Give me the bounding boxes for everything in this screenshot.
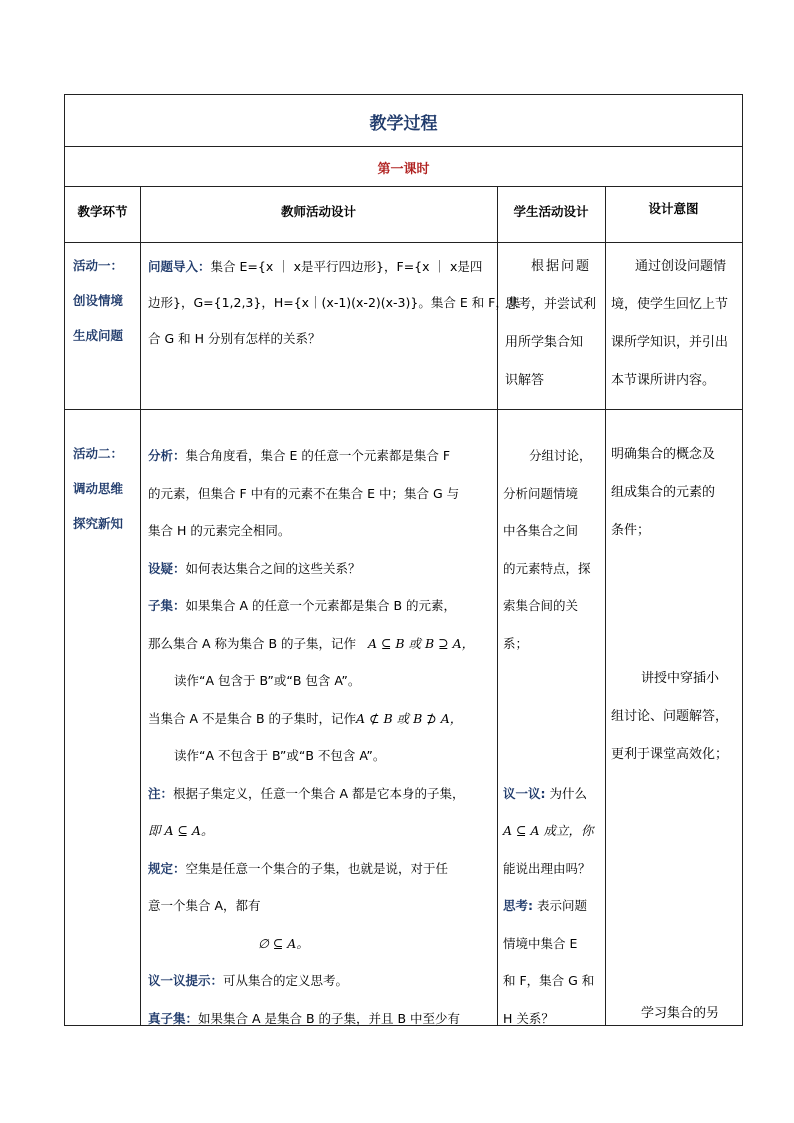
empty-set-formula: ∅ ⊆ A。 — [258, 935, 309, 951]
teacher-text: 根据子集定义，任意一个集合 A 都是它本身的子集， — [173, 785, 465, 801]
column-divider-2 — [497, 187, 498, 1025]
teacher-text: 读作“A 包含于 B”或“B 包含 A”。 — [174, 673, 361, 688]
intent-text: 讲授中穿插小 — [641, 671, 720, 686]
stage-line: 生成问题 — [73, 328, 124, 343]
stage-line: 活动一： — [73, 258, 124, 273]
student-text: 用所学集合知 — [505, 335, 584, 350]
intent-text: 组成集合的元素的 — [611, 485, 716, 500]
intent-text: 学习集合的另 — [641, 1006, 720, 1021]
intent-text: 明确集合的概念及 — [611, 447, 716, 462]
title-row — [65, 95, 742, 147]
header-divider — [65, 242, 742, 243]
stage-line: 创设情境 — [73, 293, 124, 308]
note-label: 注： — [148, 785, 174, 801]
lesson-subtitle: 第一课时 — [377, 162, 430, 177]
student-text: 能说出理由吗？ — [503, 860, 591, 876]
student-text: A ⊆ A 成立，你 — [503, 823, 594, 838]
teacher-text: 如果集合 A 的任意一个元素都是集合 B 的元素， — [185, 598, 457, 613]
hint-label: 议一议提示： — [148, 973, 224, 988]
activity2-teacher — [148, 437, 496, 1037]
activity2-student — [503, 437, 605, 1037]
rule-label: 规定： — [148, 860, 186, 876]
intent-text: 境，使学生回忆上节 — [611, 297, 729, 312]
activity1-stage — [73, 248, 139, 353]
activity-divider — [65, 409, 742, 410]
student-text: 索集合间的关 — [503, 598, 579, 613]
student-text: 为什么 — [549, 785, 587, 801]
student-text: 思考，并尝试利 — [505, 297, 597, 312]
student-text: 表示问题 — [536, 898, 587, 913]
teacher-text: 合 G 和 H 分别有怎样的关系？ — [148, 331, 321, 346]
student-text: 识解答 — [505, 373, 545, 388]
teacher-text: 集合 H 的元素完全相同。 — [148, 523, 291, 538]
column-divider-1 — [140, 187, 141, 1025]
teacher-text: 如何表达集合之间的这些关系？ — [185, 560, 361, 576]
activity2-intent-b — [611, 660, 742, 774]
student-text: 和 F，集合 G 和 — [503, 973, 595, 988]
activity2-intent — [611, 436, 742, 550]
teacher-text: 空集是任意一个集合的子集，也就是说，对于任 — [185, 860, 449, 876]
student-text: 中各集合之间 — [503, 523, 579, 538]
header-student: 学生活动设计 — [513, 204, 589, 219]
analysis-label: 分析： — [148, 448, 186, 463]
stage-line: 活动二： — [73, 446, 124, 461]
header-stage: 教学环节 — [77, 204, 128, 219]
teacher-text: 如果集合 A 是集合 B 的子集，并且 B 中至少有 — [198, 1010, 461, 1026]
teacher-text: 集合 E={x ｜ x是平行四边形}，F={x ｜ x是四 — [210, 259, 483, 274]
think-label: 思考: — [503, 898, 533, 913]
header-intent: 设计意图 — [648, 201, 699, 216]
student-text: H 关系？ — [503, 1010, 554, 1026]
page-title: 教学过程 — [369, 114, 438, 134]
intro-label: 问题导入： — [148, 259, 211, 274]
teacher-text: 读作“A 不包含于 B”或“B 不包含 A”。 — [174, 748, 386, 763]
activity1-student — [505, 248, 605, 400]
activity2-stage — [73, 436, 139, 541]
subtitle-row — [65, 147, 742, 187]
teacher-text: 当集合 A 不是集合 B 的子集时，记作 — [148, 710, 357, 726]
student-text: 情境中集合 E — [503, 935, 578, 951]
not-subset-notation: A ⊄ B 或 B ⊅ A， — [356, 710, 463, 726]
teacher-text: 可从集合的定义思考。 — [223, 973, 349, 988]
teacher-text: 意一个集合 A，都有 — [148, 898, 261, 913]
teacher-text: 集合角度看，集合 E 的任意一个元素都是集合 F — [185, 448, 451, 463]
stage-line: 探究新知 — [73, 516, 124, 531]
student-text: 系； — [503, 635, 529, 651]
teacher-text: 那么集合 A 称为集合 B 的子集，记作 — [148, 635, 357, 651]
header-teacher: 教师活动设计 — [280, 204, 356, 219]
stage-line: 调动思维 — [73, 481, 124, 496]
subset-notation: A ⊆ B 或 B ⊇ A， — [367, 635, 475, 651]
teacher-text: 的元素，但集合 F 中有的元素不在集合 E 中；集合 G 与 — [148, 485, 460, 501]
activity2-intent-c — [611, 995, 742, 1033]
intent-text: 条件； — [611, 523, 651, 538]
subset-label: 子集： — [148, 598, 186, 613]
intent-text: 课所学知识，并引出 — [611, 335, 729, 350]
column-divider-3 — [605, 187, 606, 1025]
teacher-text: 即 A ⊆ A。 — [148, 823, 214, 838]
intent-text: 本节课所讲内容。 — [611, 373, 716, 388]
teaching-process-table — [64, 94, 743, 1026]
student-text: 的元素特点，探 — [503, 560, 591, 576]
activity1-intent — [611, 248, 742, 400]
proper-subset-label: 真子集： — [148, 1010, 199, 1026]
activity1-teacher — [148, 249, 521, 357]
student-text: 根据问题 — [531, 259, 592, 274]
intent-text: 更利于课堂高效化； — [611, 747, 729, 762]
question-label: 设疑： — [148, 560, 186, 576]
intent-text: 通过创设问题情 — [635, 259, 727, 274]
student-text: 分组讨论， — [529, 448, 592, 463]
student-text: 分析问题情境 — [503, 485, 579, 501]
teacher-text: 边形}，G={1,2,3}，H={x｜(x-1)(x-2)(x-3)}。集合 E 和 F，集 — [148, 295, 521, 310]
discuss-label: 议一议: — [503, 785, 546, 801]
intent-text: 组讨论、问题解答， — [611, 709, 729, 724]
